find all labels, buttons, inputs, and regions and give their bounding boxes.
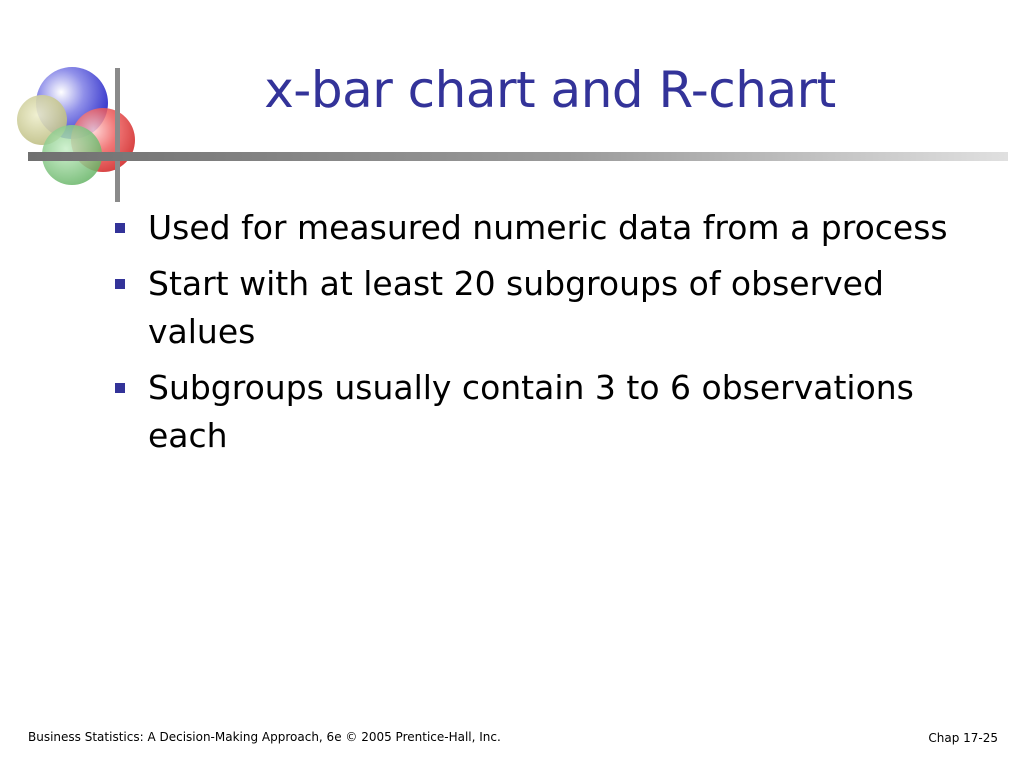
bullet-text: Start with at least 20 subgroups of observed values [148,264,884,351]
bullet-item [112,364,992,460]
bullet-item [112,204,992,252]
slide-title: x-bar chart and R-chart [264,61,836,119]
overlapping-circles-logo-icon [0,0,160,210]
bullet-list [112,204,992,468]
square-bullet-icon [115,223,125,233]
bullet-item [112,260,992,356]
title-underline-rule [28,152,1008,161]
logo-vertical-bar [115,68,120,202]
footer-copyright: Business Statistics: A Decision-Making Approach, 6e © 2005 Prentice-Hall, Inc. [28,730,501,744]
bullet-text: Subgroups usually contain 3 to 6 observations each [148,368,914,455]
bullet-text: Used for measured numeric data from a process [148,208,948,247]
footer-page-number: Chap 17-25 [928,731,998,745]
square-bullet-icon [115,383,125,393]
square-bullet-icon [115,279,125,289]
